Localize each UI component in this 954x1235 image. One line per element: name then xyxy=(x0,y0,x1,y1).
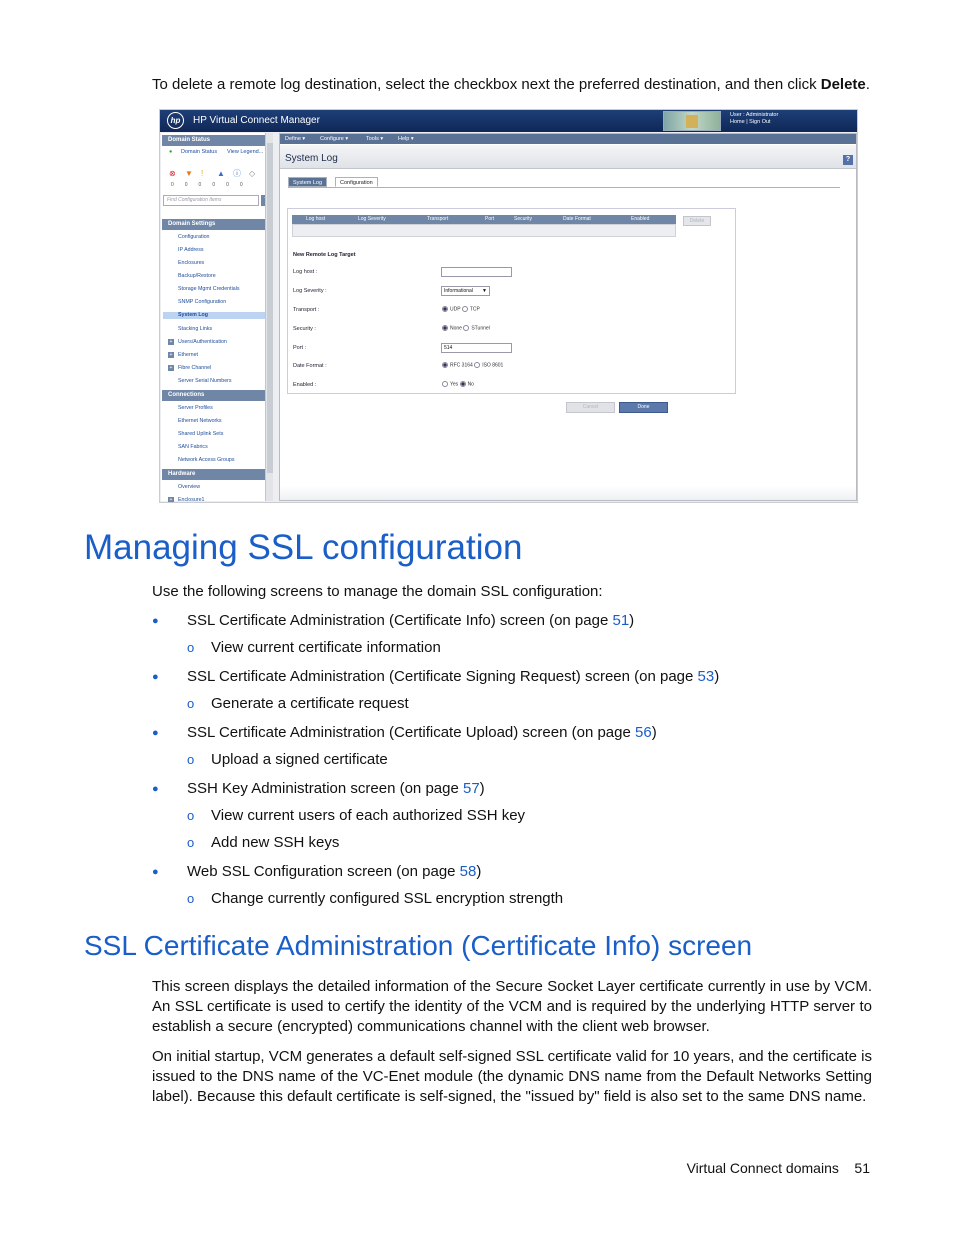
date-format-label: Date Format : xyxy=(293,363,327,369)
done-button[interactable]: Done xyxy=(619,402,668,413)
critical-icon: ⊗ xyxy=(169,169,176,178)
menu-help[interactable]: Help ▾ xyxy=(398,136,414,142)
sidebar-section-connections[interactable]: Connections xyxy=(162,390,265,401)
user-label: User : Administrator xyxy=(730,112,779,118)
log-host-label: Log host : xyxy=(293,269,318,275)
section1-lead: Use the following screens to manage the domain SSL configuration: xyxy=(152,583,603,600)
sidebar-scrollbar[interactable] xyxy=(265,133,273,501)
bullet-icon: ● xyxy=(152,866,159,878)
content-footer xyxy=(280,486,856,500)
column-log-host: Log host xyxy=(306,216,326,222)
radio-no[interactable] xyxy=(460,381,466,387)
expand-icon[interactable]: + xyxy=(169,365,173,371)
log-severity-label: Log Severity : xyxy=(293,288,327,294)
enabled-label: Enabled : xyxy=(293,382,317,388)
sidebar-item-ip-address[interactable]: IP Address xyxy=(178,247,204,253)
menu-tools[interactable]: Tools ▾ xyxy=(366,136,384,142)
sub-bullet-icon: o xyxy=(187,696,195,711)
radio-udp[interactable] xyxy=(442,306,448,312)
enabled-options: Yes No xyxy=(442,381,474,387)
sub-bullet-icon: o xyxy=(187,891,195,906)
expand-icon[interactable]: + xyxy=(169,497,173,503)
footer-page-number: 51 xyxy=(854,1160,870,1176)
list-item: Web SSL Configuration screen (on page 58) xyxy=(187,863,482,880)
sidebar-item-ethernet-networks[interactable]: Ethernet Networks xyxy=(178,418,222,424)
status-icons xyxy=(169,169,269,179)
sidebar-item-configuration[interactable]: Configuration xyxy=(178,234,210,240)
cancel-button[interactable]: Cancel xyxy=(566,402,615,413)
minor-icon: ! xyxy=(201,169,204,178)
find-config-input[interactable]: Find Configuration Items xyxy=(163,195,259,206)
sidebar-link-domain-status[interactable]: Domain Status xyxy=(181,149,218,155)
page-link-53[interactable]: 53 xyxy=(697,668,715,685)
main-content xyxy=(279,133,857,501)
sidebar-section-domain-status[interactable]: Domain Status xyxy=(162,135,265,146)
sidebar-item-san-fabrics[interactable]: SAN Fabrics xyxy=(178,444,208,450)
intro-bold-delete: Delete xyxy=(820,76,866,93)
list-item: SSL Certificate Administration (Certificate Signing Request) screen (on page 53) xyxy=(187,668,720,685)
warning-icon: ▲ xyxy=(217,169,225,178)
sidebar-item-network-access-groups[interactable]: Network Access Groups xyxy=(178,457,235,463)
sub-list-item: Add new SSH keys xyxy=(211,834,340,851)
sidebar-link-view-legend[interactable]: View Legend... xyxy=(227,149,264,155)
sub-list-item: View current users of each authorized SSH key xyxy=(211,807,526,824)
sidebar-item-backup-restore[interactable]: Backup/Restore xyxy=(178,273,216,279)
date-format-options: RFC 3164 ISO 8601 xyxy=(442,362,503,368)
port-input[interactable]: 514 xyxy=(441,343,512,353)
page-footer xyxy=(600,1158,870,1178)
sidebar-item-enclosure1[interactable]: Enclosure1 xyxy=(178,497,205,503)
radio-tcp[interactable] xyxy=(462,306,468,312)
heading-ssl-cert-info: SSL Certificate Administration (Certificate Info) screen xyxy=(84,930,753,961)
column-enabled: Enabled xyxy=(631,216,650,222)
sub-bullet-icon: o xyxy=(187,640,195,655)
port-label: Port : xyxy=(293,345,307,351)
scrollbar-thumb[interactable] xyxy=(267,143,273,473)
sub-bullet-icon: o xyxy=(187,752,195,767)
security-options: None STunnel xyxy=(442,325,490,331)
sidebar-item-shared-uplink-sets[interactable]: Shared Uplink Sets xyxy=(178,431,224,437)
sidebar-item-overview[interactable]: Overview xyxy=(178,484,201,490)
menu-bar xyxy=(280,134,856,144)
page-header xyxy=(280,145,856,169)
sub-bullet-icon: o xyxy=(187,835,195,850)
page-title: System Log xyxy=(285,153,338,164)
unknown-icon: ◇ xyxy=(249,169,256,178)
column-security: Security xyxy=(514,216,533,222)
list-item: SSL Certificate Administration (Certificate Upload) screen (on page 56) xyxy=(187,724,657,741)
major-icon: ▼ xyxy=(185,169,193,178)
bullet-icon: ● xyxy=(152,615,159,627)
sub-list-item: Upload a signed certificate xyxy=(211,751,388,768)
security-label: Security : xyxy=(293,326,316,332)
info-icon: ⓘ xyxy=(233,169,241,178)
column-transport: Transport xyxy=(427,216,449,222)
user-links[interactable]: Home | Sign Out xyxy=(730,119,771,125)
column-log-severity: Log Severity xyxy=(358,216,386,222)
column-port: Port xyxy=(485,216,495,222)
form-heading: New Remote Log Target xyxy=(293,252,356,258)
chevron-down-icon: ▼ xyxy=(482,288,487,294)
intro-paragraph: To delete a remote log destination, select the checkbox next the preferred destination, and then click Delete. xyxy=(152,76,870,93)
transport-label: Transport : xyxy=(293,307,320,313)
app-title: HP Virtual Connect Manager xyxy=(193,115,320,126)
sub-list-item: View current certificate information xyxy=(211,639,441,656)
section2-paragraph-1: This screen displays the detailed information of the Secure Socket Layer certificate currently in use by VCM. An SSL certificate is used to certify the identity of the VCM and is required by the underlying HTTP server to establish a secure (encrypted) communications channel with the client web browser. xyxy=(152,978,872,1035)
help-icon[interactable]: ? xyxy=(843,155,853,165)
expand-icon[interactable]: + xyxy=(169,339,173,345)
tab-system-log[interactable]: System Log xyxy=(288,177,327,187)
sidebar xyxy=(161,133,273,501)
section2-paragraph-2: On initial startup, VCM generates a default self-signed SSL certificate valid for 10 years, and the certificate is issued to the DNS name of the VC-Enet module (the dynamic DNS name from the Default Networks Setting label). Because this default certificate is self-signed, the "issued by" field is also set to the same DNS name. xyxy=(152,1048,872,1105)
menu-configure[interactable]: Configure ▾ xyxy=(320,136,349,142)
up-arrow-icon xyxy=(686,115,698,128)
transport-options: UDP TCP xyxy=(442,306,480,312)
delete-button[interactable]: Delete xyxy=(683,216,711,226)
sidebar-item-snmp[interactable]: SNMP Configuration xyxy=(178,299,227,305)
log-severity-value: Informational xyxy=(444,288,473,294)
radio-stunnel[interactable] xyxy=(463,325,469,331)
radio-yes[interactable] xyxy=(442,381,448,387)
list-item: SSH Key Administration screen (on page 57) xyxy=(187,780,485,797)
status-counts: 000000 xyxy=(171,182,254,188)
bullet-icon: ● xyxy=(152,727,159,739)
sidebar-item-ethernet[interactable]: Ethernet xyxy=(178,352,199,358)
config-panel xyxy=(287,208,736,394)
footer-section: Virtual Connect domains xyxy=(686,1160,839,1176)
hp-logo: hp xyxy=(167,112,184,129)
radio-rfc3164[interactable] xyxy=(442,362,448,368)
sub-list-item: Change currently configured SSL encryption strength xyxy=(211,890,564,907)
log-severity-select[interactable] xyxy=(441,286,490,296)
log-targets-table-body xyxy=(292,224,676,237)
log-host-input[interactable] xyxy=(441,267,512,277)
intro-text: To delete a remote log destination, select the checkbox next the preferred destination, and then click xyxy=(152,76,821,93)
status-ok-icon: ● xyxy=(169,149,173,155)
sidebar-item-system-log[interactable]: System Log xyxy=(163,312,265,319)
header-banner-image xyxy=(663,111,721,131)
heading-managing-ssl: Managing SSL configuration xyxy=(84,528,523,567)
sidebar-item-fibre-channel[interactable]: Fibre Channel xyxy=(178,365,212,371)
vcm-screenshot xyxy=(159,109,858,503)
sidebar-item-enclosures[interactable]: Enclosures xyxy=(178,260,205,266)
sidebar-item-users[interactable]: Users/Authentication xyxy=(178,339,227,345)
tab-divider xyxy=(288,187,840,188)
bullet-icon: ● xyxy=(152,783,159,795)
page-link-58[interactable]: 58 xyxy=(459,863,477,880)
sidebar-section-domain-settings[interactable]: Domain Settings xyxy=(162,219,265,230)
list-item: SSL Certificate Administration (Certificate Info) screen (on page 51) xyxy=(187,612,635,629)
sidebar-item-stacking-links[interactable]: Stacking Links xyxy=(178,326,213,332)
sidebar-section-hardware[interactable]: Hardware xyxy=(162,469,265,480)
sub-bullet-icon: o xyxy=(187,808,195,823)
radio-none[interactable] xyxy=(442,325,448,331)
log-targets-table-header xyxy=(292,215,676,224)
bullet-icon: ● xyxy=(152,671,159,683)
column-date-format: Date Format xyxy=(563,216,591,222)
menu-define[interactable]: Define ▾ xyxy=(285,136,306,142)
tab-configuration[interactable]: Configuration xyxy=(335,177,378,187)
app-header xyxy=(160,110,858,132)
sidebar-item-serial-numbers[interactable]: Server Serial Numbers xyxy=(178,378,232,384)
page-link-57[interactable]: 57 xyxy=(462,780,480,797)
sidebar-item-storage-credentials[interactable]: Storage Mgmt Credentials xyxy=(178,286,240,292)
page-link-51[interactable]: 51 xyxy=(612,612,630,629)
radio-iso8601[interactable] xyxy=(474,362,480,368)
page-link-56[interactable]: 56 xyxy=(635,724,652,741)
sidebar-item-server-profiles[interactable]: Server Profiles xyxy=(178,405,213,411)
expand-icon[interactable]: + xyxy=(169,352,173,358)
sub-list-item: Generate a certificate request xyxy=(211,695,409,712)
